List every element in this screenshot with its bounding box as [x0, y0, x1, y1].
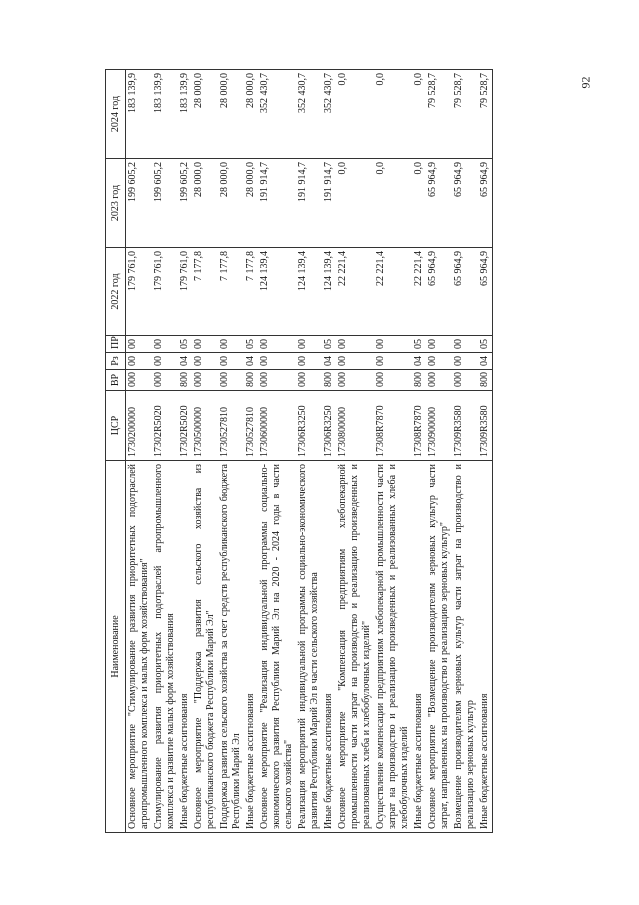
budget-table: [105, 69, 493, 833]
row-pr: 00: [152, 336, 178, 353]
row-name: Стимулирование развития приоритетных подотраслей агропромышленного комплекса и развитие малых форм хозяйствования: [152, 461, 178, 833]
row-value-2022: 179 761,0: [178, 248, 192, 336]
row-value-2022: 124 139,4: [258, 248, 296, 336]
header-2023: 2023 год: [106, 159, 126, 248]
row-csr: 17302R5020: [178, 391, 192, 461]
row-pr: 00: [296, 336, 322, 353]
table-body: [126, 70, 493, 833]
row-rz: 04: [178, 353, 192, 370]
row-rz: 04: [322, 353, 336, 370]
row-value-2022: 7 177,8: [218, 248, 244, 336]
row-pr: 00: [374, 336, 412, 353]
header-csr: ЦСР: [106, 391, 126, 461]
row-csr: 1730200000: [126, 391, 153, 461]
row-csr: 1730527810: [244, 391, 258, 461]
rotated-table-container: [105, 70, 520, 833]
table-row: [178, 70, 192, 833]
header-2024: 2024 год: [106, 70, 126, 159]
row-pr: 05: [412, 336, 426, 353]
row-value-2023: 0,0: [412, 159, 426, 248]
row-vr: 800: [178, 370, 192, 391]
row-csr: 17309R3580: [452, 391, 478, 461]
row-csr: 17302R5020: [152, 391, 178, 461]
row-vr: 000: [374, 370, 412, 391]
row-value-2022: 7 177,8: [244, 248, 258, 336]
row-csr: 1730500000: [192, 391, 218, 461]
row-pr: 05: [178, 336, 192, 353]
row-vr: 000: [258, 370, 296, 391]
table-row: [322, 70, 336, 833]
row-value-2023: 199 605,2: [178, 159, 192, 248]
row-csr: 17306R3250: [296, 391, 322, 461]
row-vr: 000: [152, 370, 178, 391]
row-value-2024: 28 000,0: [192, 70, 218, 159]
row-name: Иные бюджетные ассигнования: [178, 461, 192, 833]
table-row: [192, 70, 218, 833]
table-row: [296, 70, 322, 833]
row-value-2024: 183 139,9: [126, 70, 153, 159]
row-value-2023: 28 000,0: [244, 159, 258, 248]
row-value-2022: 124 139,4: [322, 248, 336, 336]
row-pr: 05: [244, 336, 258, 353]
row-rz: 00: [258, 353, 296, 370]
row-value-2024: 79 528,7: [478, 70, 493, 159]
row-pr: 05: [478, 336, 493, 353]
row-csr: 1730527810: [218, 391, 244, 461]
row-value-2022: 65 964,9: [452, 248, 478, 336]
row-value-2024: 0,0: [374, 70, 412, 159]
row-rz: 00: [192, 353, 218, 370]
row-name: Иные бюджетные ассигнования: [244, 461, 258, 833]
row-value-2022: 65 964,9: [426, 248, 452, 336]
table-row: [452, 70, 478, 833]
row-vr: 000: [218, 370, 244, 391]
row-csr: 17309R3580: [478, 391, 493, 461]
row-csr: 17308R7870: [412, 391, 426, 461]
row-value-2022: 22 221,4: [412, 248, 426, 336]
table-row: [336, 70, 374, 833]
page-number: 92: [578, 76, 593, 89]
table-row: [152, 70, 178, 833]
row-value-2024: 0,0: [412, 70, 426, 159]
row-value-2023: 191 914,7: [322, 159, 336, 248]
row-pr: 00: [218, 336, 244, 353]
row-value-2024: 183 139,9: [178, 70, 192, 159]
row-value-2022: 22 221,4: [374, 248, 412, 336]
row-rz: 00: [152, 353, 178, 370]
header-pr: ПР: [106, 336, 126, 353]
row-value-2024: 352 430,7: [296, 70, 322, 159]
row-csr: 1730600000: [258, 391, 296, 461]
header-2022: 2022 год: [106, 248, 126, 336]
header-vr: ВР: [106, 370, 126, 391]
row-value-2024: 79 528,7: [452, 70, 478, 159]
row-vr: 000: [336, 370, 374, 391]
row-vr: 800: [478, 370, 493, 391]
table-row: [412, 70, 426, 833]
table-row: [126, 70, 153, 833]
row-rz: 00: [126, 353, 153, 370]
row-vr: 000: [452, 370, 478, 391]
row-csr: 17306R3250: [322, 391, 336, 461]
row-value-2022: 65 964,9: [478, 248, 493, 336]
row-rz: 00: [218, 353, 244, 370]
row-vr: 800: [412, 370, 426, 391]
row-value-2022: 179 761,0: [152, 248, 178, 336]
row-value-2024: 0,0: [336, 70, 374, 159]
row-name: Иные бюджетные ассигнования: [478, 461, 493, 833]
row-name: Возмещение производителям зерновых культур части затрат на производство и реализацию зерновых культур: [452, 461, 478, 833]
row-value-2023: 191 914,7: [296, 159, 322, 248]
row-value-2023: 65 964,9: [478, 159, 493, 248]
table-row: [258, 70, 296, 833]
row-rz: 00: [336, 353, 374, 370]
row-csr: 1730800000: [336, 391, 374, 461]
row-rz: 00: [296, 353, 322, 370]
row-value-2023: 199 605,2: [126, 159, 153, 248]
row-value-2023: 28 000,0: [192, 159, 218, 248]
row-value-2022: 7 177,8: [192, 248, 218, 336]
table-row: [426, 70, 452, 833]
row-pr: 00: [336, 336, 374, 353]
row-value-2024: 28 000,0: [218, 70, 244, 159]
table-row: [374, 70, 412, 833]
row-vr: 800: [322, 370, 336, 391]
row-name: Реализация мероприятий индивидуальной программы социально-экономического развития Республики Марий Эл в части сельского хозяйства: [296, 461, 322, 833]
row-value-2023: 65 964,9: [452, 159, 478, 248]
row-name: Основное мероприятие "Возмещение производителям зерновых культур части затрат, направленных на производство и реализацию зерновых культур": [426, 461, 452, 833]
row-value-2024: 352 430,7: [258, 70, 296, 159]
table-header-row: [106, 70, 126, 833]
header-name: Наименование: [106, 461, 126, 833]
table-row: [244, 70, 258, 833]
row-name: Основное мероприятие "Компенсация предприятиям хлебопекарной промышленности части затрат на производство и реализацию произведенных и реализованных хлеба и хлебобулочных изделий": [336, 461, 374, 833]
row-pr: 00: [258, 336, 296, 353]
row-name: Основное мероприятие "Реализация индивидуальной программы социально-экономического развития Республики Марий Эл на 2020 - 2024 годы в части сельского хозяйства": [258, 461, 296, 833]
row-value-2022: 179 761,0: [126, 248, 153, 336]
table-row: [478, 70, 493, 833]
row-pr: 00: [452, 336, 478, 353]
row-name: Иные бюджетные ассигнования: [322, 461, 336, 833]
row-value-2022: 124 139,4: [296, 248, 322, 336]
row-rz: 04: [244, 353, 258, 370]
row-value-2023: 0,0: [336, 159, 374, 248]
row-value-2024: 79 528,7: [426, 70, 452, 159]
row-name: Осуществление компенсации предприятиям хлебопекарной промышленности части затрат на производство и реализацию произведенных и реализованных хлеба и хлебобулочных изделий: [374, 461, 412, 833]
header-rz: Рз: [106, 353, 126, 370]
row-value-2024: 183 139,9: [152, 70, 178, 159]
row-vr: 000: [296, 370, 322, 391]
row-name: Основное мероприятие "Поддержка развития сельского хозяйства из республиканского бюджета Республики Марий Эл": [192, 461, 218, 833]
row-name: Поддержка развития сельского хозяйства за счет средств республиканского бюджета Республики Марий Эл: [218, 461, 244, 833]
row-rz: 04: [412, 353, 426, 370]
table-row: [218, 70, 244, 833]
row-vr: 000: [126, 370, 153, 391]
row-pr: 05: [322, 336, 336, 353]
row-value-2024: 28 000,0: [244, 70, 258, 159]
row-name: Основное мероприятие "Стимулирование развития приоритетных подотраслей агропромышленного комплекса и малых форм хозяйствования": [126, 461, 153, 833]
row-value-2023: 191 914,7: [258, 159, 296, 248]
row-pr: 00: [192, 336, 218, 353]
row-vr: 000: [192, 370, 218, 391]
row-value-2023: 65 964,9: [426, 159, 452, 248]
row-rz: 00: [452, 353, 478, 370]
row-pr: 00: [126, 336, 153, 353]
row-value-2023: 0,0: [374, 159, 412, 248]
row-csr: 1730900000: [426, 391, 452, 461]
row-rz: 00: [426, 353, 452, 370]
row-name: Иные бюджетные ассигнования: [412, 461, 426, 833]
row-vr: 000: [426, 370, 452, 391]
row-csr: 17308R7870: [374, 391, 412, 461]
row-value-2023: 199 605,2: [152, 159, 178, 248]
row-rz: 04: [478, 353, 493, 370]
row-vr: 800: [244, 370, 258, 391]
row-rz: 00: [374, 353, 412, 370]
row-pr: 00: [426, 336, 452, 353]
row-value-2023: 28 000,0: [218, 159, 244, 248]
row-value-2024: 352 430,7: [322, 70, 336, 159]
row-value-2022: 22 221,4: [336, 248, 374, 336]
